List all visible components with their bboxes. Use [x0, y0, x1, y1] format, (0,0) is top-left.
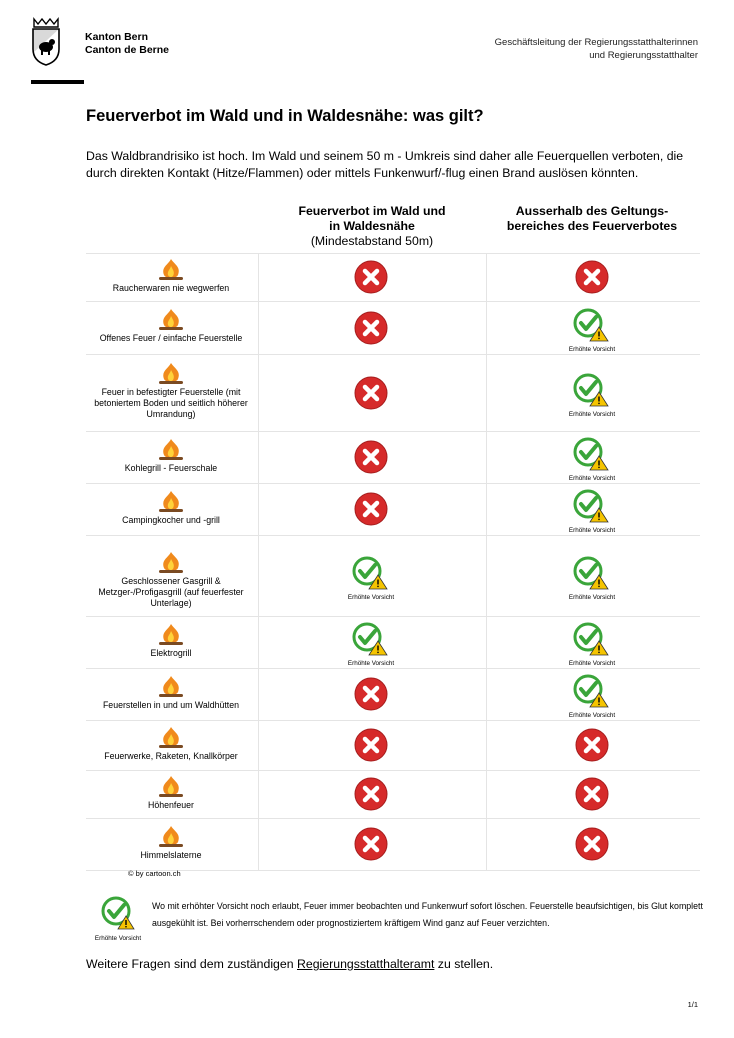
- header-bar: [31, 80, 84, 84]
- footer-text: [86, 957, 493, 971]
- page-number: 1/1: [687, 1000, 698, 1009]
- caution-legend-label: Erhöhte Vorsicht: [94, 935, 142, 942]
- row-divider: [86, 431, 700, 432]
- row-divider: [86, 301, 700, 302]
- forbidden-icon: [331, 677, 411, 716]
- check-warning-icon: [101, 896, 135, 930]
- forbidden-icon: [552, 827, 632, 866]
- department-name: Geschäftsleitung der Regierungsstatthalterinnen und Regierungsstatthalter: [494, 37, 698, 61]
- forbidden-icon: [331, 260, 411, 299]
- col-head-forest: Feuerverbot im Wald und in Waldesnähe (Mindestabstand 50m): [298, 204, 446, 248]
- row-label: Feuerstellen in und um Waldhütten: [102, 699, 240, 710]
- caution-label: Erhöhte Vorsicht: [347, 593, 395, 601]
- forbidden-icon: [331, 492, 411, 531]
- caution-check-icon: [552, 674, 632, 720]
- charcoal-grill-icon: [86, 437, 256, 461]
- page-title: Feuerverbot im Wald und in Waldesnähe: was gilt?: [86, 107, 484, 125]
- electric-grill-icon: [86, 622, 256, 646]
- copyright: © by cartoon.ch: [128, 869, 181, 878]
- forest-hut-icon: [86, 674, 256, 698]
- column-divider: [258, 253, 259, 870]
- row-label: Offenes Feuer / einfache Feuerstelle: [99, 333, 243, 343]
- campfire-icon: [86, 307, 256, 331]
- row-divider: [86, 720, 700, 721]
- caution-check-icon: [552, 622, 632, 668]
- column-divider: [486, 253, 487, 870]
- fireplace-icon: [86, 361, 256, 385]
- camping-stove-icon: [86, 489, 256, 513]
- caution-label: Erhöhte Vorsicht: [568, 660, 616, 667]
- row-divider: [86, 616, 700, 617]
- caution-check-icon: [552, 437, 632, 483]
- row-divider: [86, 818, 700, 819]
- row-divider: [86, 253, 700, 254]
- forbidden-icon: [331, 728, 411, 767]
- row-label: Himmelslaterne: [140, 849, 202, 860]
- row-divider: [86, 770, 700, 771]
- caution-label: Erhöhte Vorsicht: [568, 410, 616, 418]
- row-label: Kohlegrill - Feuerschale: [124, 462, 218, 473]
- caution-check-icon: [552, 556, 632, 602]
- caution-label: Erhöhte Vorsicht: [568, 527, 616, 534]
- gas-grill-icon: [86, 550, 256, 574]
- forbidden-icon: [331, 376, 411, 415]
- forbidden-icon: [552, 728, 632, 767]
- caution-check-icon: [331, 556, 411, 602]
- caution-check-icon: [552, 308, 632, 354]
- row-label: Campingkocher und -grill: [122, 514, 220, 525]
- row-divider: [86, 668, 700, 669]
- caution-label: Erhöhte Vorsicht: [568, 475, 616, 482]
- caution-label: Erhöhte Vorsicht: [568, 345, 616, 353]
- caution-check-icon: [331, 622, 411, 668]
- footer-suffix: zu stellen.: [434, 957, 494, 971]
- bonfire-icon: [86, 774, 256, 798]
- sky-lantern-icon: [86, 824, 256, 848]
- row-label: Höhenfeuer: [148, 799, 194, 810]
- row-label: Elektrogrill: [150, 647, 192, 658]
- forbidden-icon: [331, 777, 411, 816]
- regierungsstatthalteramt-link[interactable]: Regierungsstatthalteramt: [297, 957, 435, 971]
- row-divider: [86, 483, 700, 484]
- caution-label: Erhöhte Vorsicht: [347, 660, 395, 667]
- col-head-outside: Ausserhalb des Geltungs- bereiches des Feuerverbotes: [506, 204, 678, 233]
- row-label: Feuerwerke, Raketen, Knallkörper: [104, 750, 238, 761]
- org-name: Kanton Bern Canton de Berne: [85, 31, 170, 56]
- row-label: Feuer in befestigter Feuerstelle (mit betoniertem Boden und seitlich höherer Umrandung): [94, 387, 248, 419]
- fireworks-icon: [86, 725, 256, 749]
- caution-label: Erhöhte Vorsicht: [568, 712, 616, 719]
- forbidden-icon: [331, 827, 411, 866]
- row-divider: [86, 354, 700, 355]
- row-label: Raucherwaren nie wegwerfen: [112, 282, 230, 293]
- forbidden-icon: [331, 311, 411, 350]
- note-text: Wo mit erhöhter Vorsicht noch erlaubt, Feuer immer beobachten und Funkenwurf sofort löschen. Feuerstelle beaufsichtigen, bis Glut komplett ausgekühlt ist. Bei vorherrschendem oder prognostiziertem kräftigem Wind ganz auf Feuer verzichten.: [152, 901, 703, 928]
- caution-label: Erhöhte Vorsicht: [568, 593, 616, 601]
- row-divider: [86, 535, 700, 536]
- forbidden-icon: [552, 260, 632, 299]
- caution-check-icon: [552, 373, 632, 419]
- caution-legend: [86, 896, 150, 942]
- cigarette-icon: [86, 257, 256, 281]
- footer-prefix: Weitere Fragen sind dem zuständigen: [86, 957, 297, 971]
- forbidden-icon: [331, 440, 411, 479]
- row-label: Geschlossener Gasgrill & Metzger-/Profigasgrill (auf feuerfester Unterlage): [98, 575, 244, 608]
- intro-text: Das Waldbrandrisiko ist hoch. Im Wald und seinem 50 m - Umkreis sind daher alle Feuerquellen verboten, die durch direkten Kontakt (Hitze/Flammen) oder mittels Funkenwurf/-flug einen Brand auslösen könnten.: [86, 149, 684, 180]
- coat-of-arms-logo: [31, 17, 61, 67]
- caution-check-icon: [552, 489, 632, 535]
- forbidden-icon: [552, 777, 632, 816]
